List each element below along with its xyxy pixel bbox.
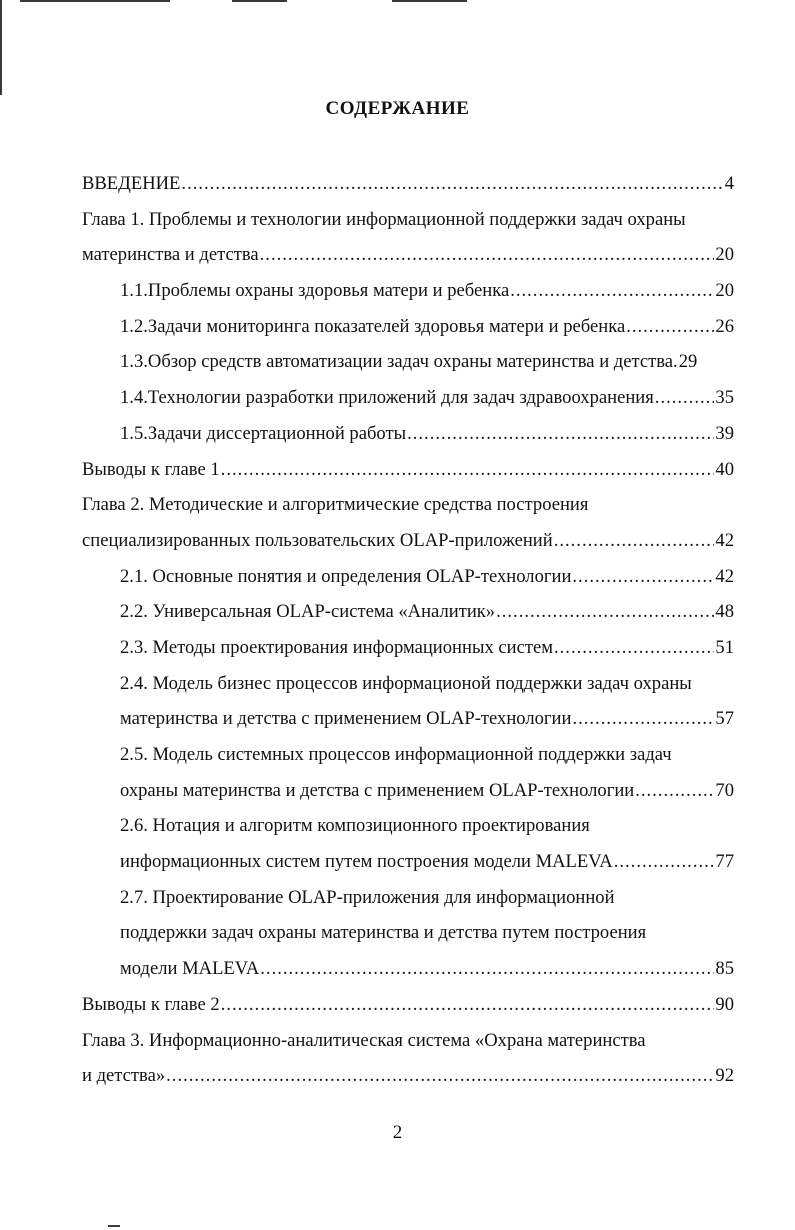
dot-leader <box>572 701 714 737</box>
toc-page-number: 77 <box>715 851 734 873</box>
scan-mark-top-left <box>20 0 170 2</box>
scan-mark-top-right <box>392 0 467 2</box>
toc-page-number: 42 <box>715 565 734 587</box>
toc-entry[interactable]: Глава 2. Методические и алгоритмические средства построения <box>82 494 589 516</box>
toc-entry[interactable]: информационных систем путем построения модели MALEVA ..... 77 <box>82 844 734 880</box>
toc-page-number: 4 <box>724 173 734 194</box>
toc-entry[interactable]: 2.1. Основные понятия и определения OLAP-технологии ..... 42 <box>82 559 734 595</box>
dot-leader <box>407 416 714 452</box>
toc-page-number: 92 <box>715 1065 734 1087</box>
toc-page-number: 40 <box>715 458 734 480</box>
toc-entry[interactable]: поддержки задач охраны материнства и детства путем построения <box>120 922 647 944</box>
toc-entry[interactable]: 2.3. Методы проектирования информационных систем ..... 51 <box>82 630 734 666</box>
toc-entry[interactable]: ВВЕДЕНИЕ ..... 4 <box>82 166 734 202</box>
dot-leader <box>260 951 714 987</box>
dot-leader <box>554 523 715 559</box>
page-number: 2 <box>392 1122 403 1143</box>
toc-page-number: 48 <box>715 601 734 623</box>
toc-entry[interactable]: 2.6. Нотация и алгоритм композиционного проектирования <box>120 815 590 837</box>
page-title: СОДЕРЖАНИЕ <box>325 98 470 119</box>
toc-page-number: 51 <box>715 636 734 658</box>
toc-entry[interactable]: 1.2.Задачи мониторинга показателей здоровья матери и ребенка ..... 26 <box>82 309 734 345</box>
scan-mark-top-mid <box>232 0 287 2</box>
toc-entry[interactable]: 2.2. Универсальная OLAP-система «Аналитик» ..... 48 <box>82 594 734 630</box>
dot-leader <box>260 237 715 273</box>
dot-leader <box>572 559 714 595</box>
toc-page-number: 20 <box>715 244 734 266</box>
toc-page-number: 26 <box>715 315 734 337</box>
dot-leader <box>510 273 714 309</box>
toc-entry[interactable]: Выводы к главе 1 ..... 40 <box>82 452 734 488</box>
toc-entry[interactable]: материнства и детства с применением OLAP-технологии ..... 57 <box>82 701 734 737</box>
toc-entry[interactable]: 1.5.Задачи диссертационной работы ..... 39 <box>82 416 734 452</box>
toc-page-number: 20 <box>715 280 734 302</box>
dot-leader <box>614 844 715 880</box>
toc-page-number: 90 <box>715 993 734 1015</box>
toc-entry[interactable]: 2.5. Модель системных процессов информационной поддержки задач <box>120 744 672 765</box>
toc-entry[interactable]: 1.1.Проблемы охраны здоровья матери и ребенка ..... 20 <box>82 273 734 309</box>
dot-leader <box>554 630 714 666</box>
toc-entry[interactable]: материнства и детства ..... 20 <box>82 237 734 273</box>
dot-leader <box>496 594 714 630</box>
toc-page-number: 42 <box>715 529 734 551</box>
dot-leader <box>635 773 714 809</box>
toc-entry[interactable]: специализированных пользовательских OLAP-приложений ..... 42 <box>82 523 734 559</box>
toc-entry[interactable]: и детства» ..... 92 <box>82 1058 734 1094</box>
toc-page-number: 39 <box>715 422 734 444</box>
dot-leader <box>626 309 714 345</box>
dot-leader <box>655 380 715 416</box>
dot-leader <box>166 1058 714 1094</box>
scan-border-left <box>0 0 2 95</box>
toc-page-number: 35 <box>715 387 734 409</box>
toc-entry[interactable]: 2.7. Проектирование OLAP-приложения для информационной <box>120 886 615 908</box>
toc-entry[interactable]: охраны материнства и детства с применением OLAP-технологии ..... 70 <box>82 773 734 809</box>
toc-page-number: 85 <box>715 958 734 980</box>
dot-leader <box>181 166 723 202</box>
toc-entry[interactable]: Глава 1. Проблемы и технологии информационной поддержки задач охраны <box>82 208 686 230</box>
scan-mark-bottom <box>108 1225 120 1227</box>
toc-page-number: 57 <box>715 708 734 730</box>
toc-entry[interactable]: Выводы к главе 2 ..... 90 <box>82 987 734 1023</box>
toc-page-number: 70 <box>715 779 734 801</box>
toc-entry[interactable]: 1.3.Обзор средств автоматизации задач охраны материнства и детства. 29 <box>82 344 734 380</box>
toc-entry[interactable]: модели MALEVA ..... 85 <box>82 951 734 987</box>
dot-leader <box>221 987 715 1023</box>
dot-leader <box>221 452 715 488</box>
toc-entry[interactable]: Глава 3. Информационно-аналитическая система «Охрана материнства <box>82 1029 646 1051</box>
toc-entry[interactable]: 1.4.Технологии разработки приложений для задач здравоохранения ..... 35 <box>82 380 734 416</box>
toc-entry[interactable]: 2.4. Модель бизнес процессов информационой поддержки задач охраны <box>120 672 692 694</box>
table-of-contents <box>82 166 734 1094</box>
toc-page-number: 29 <box>678 351 698 373</box>
